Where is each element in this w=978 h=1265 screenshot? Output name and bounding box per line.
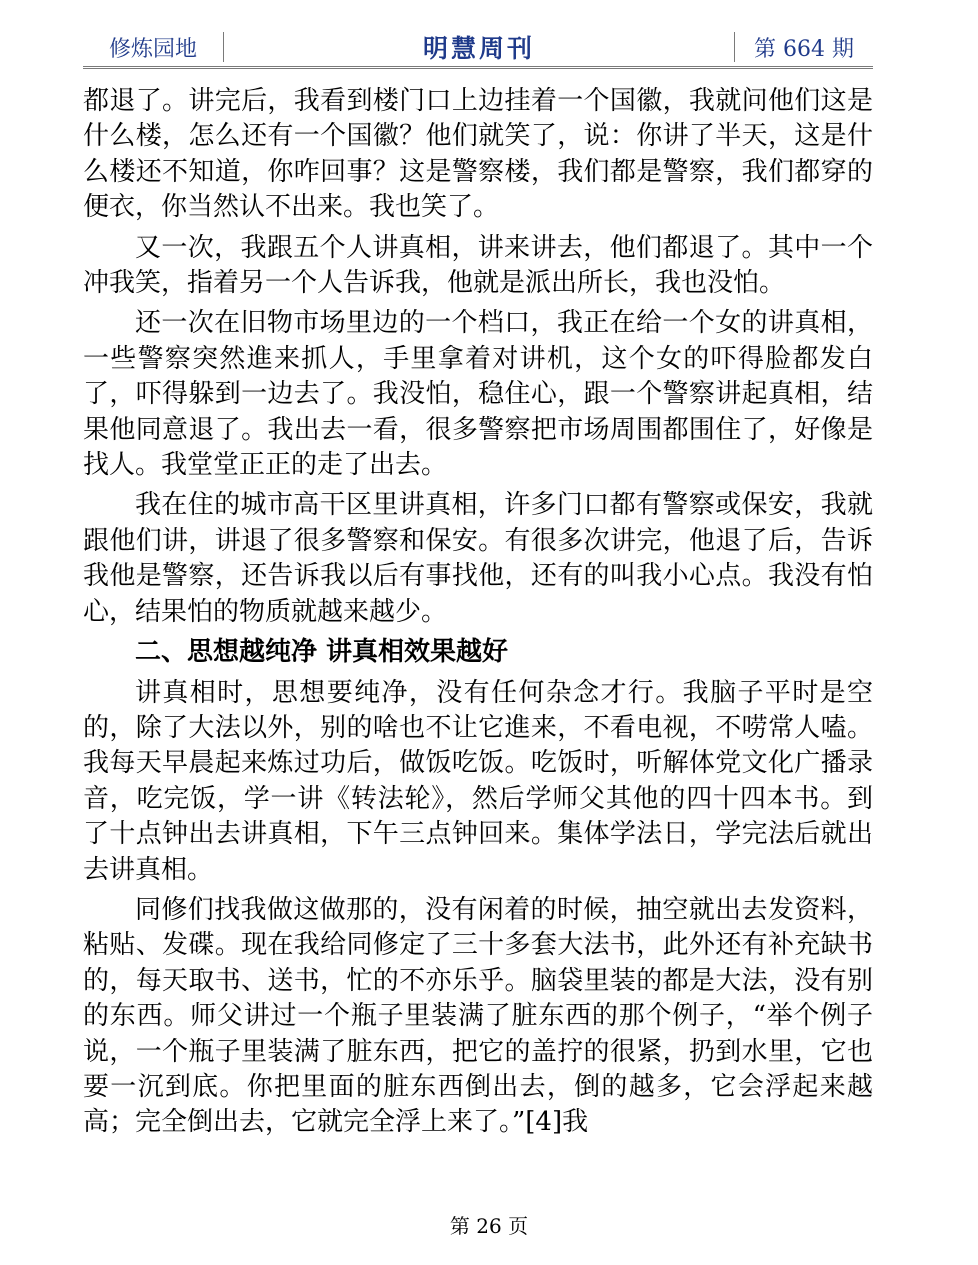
paragraph-2: 又一次，我跟五个人讲真相，讲来讲去，他们都退了。其中一个冲我笑，指着另一个人告诉我，他就是派出所长，我也没怕。 xyxy=(83,232,873,299)
paragraph-1: 都退了。讲完后，我看到楼门口上边挂着一个国徽，我就问他们这是什么楼，怎么还有一个国徽？他们就笑了，说：你讲了半天，这是什么楼还不知道，你咋回事？这是警察楼，我们都是警察，我们都穿的便衣，你当然认不出来。我也笑了。 xyxy=(83,86,873,223)
section-title: 修炼园地 xyxy=(83,32,224,62)
issue-number: 第 664 期 xyxy=(734,32,873,62)
article-body xyxy=(83,84,873,1146)
section-heading: 二、思想越纯净 讲真相效果越好 xyxy=(135,637,509,668)
paragraph-5: 讲真相时，思想要纯净，没有任何杂念才行。我脑子平时是空的，除了大法以外，别的啥也不让它進来，不看电视，不唠常人嗑。我每天早晨起来炼过功后，做饭吃饭。吃饭时，听解体党文化广播录音，吃完饭，学一讲《转法轮》，然后学师父其他的四十四本书。到了十点钟出去讲真相，下午三点钟回来。集体学法日，学完法后就出去讲真相。 xyxy=(83,677,873,885)
page-header xyxy=(83,28,873,69)
page-number: 第 26 页 xyxy=(449,1214,529,1238)
paragraph-3: 还一次在旧物市场里边的一个档口，我正在给一个女的讲真相，一些警察突然進来抓人，手里拿着对讲机，这个女的吓得脸都发白了，吓得躲到一边去了。我没怕，稳住心，跟一个警察讲起真相，结果他同意退了。我出去一看，很多警察把市场周围都围住了，好像是找人。我堂堂正正的走了出去。 xyxy=(83,308,873,481)
publication-title: 明慧周刊 xyxy=(422,34,535,63)
paragraph-6: 同修们找我做这做那的，没有闲着的时候，抽空就出去发资料，粘贴、发碟。现在我给同修定了三十多套大法书，此外还有补充缺书的，每天取书、送书，忙的不亦乐乎。脑袋里装的都是大法，没有别的东西。师父讲过一个瓶子里装满了脏东西的那个例子，“举个例子说，一个瓶子里装满了脏东西，把它的盖拧的很紧，扔到水里，它也要一沉到底。你把里面的脏东西倒出去，倒的越多，它会浮起来越高；完全倒出去，它就完全浮上来了。”[4]我 xyxy=(83,894,873,1138)
paragraph-4: 我在住的城市高干区里讲真相，许多门口都有警察或保安，我就跟他们讲，讲退了很多警察和保安。有很多次讲完，他退了后，告诉我他是警察，还告诉我以后有事找他，还有的叫我小心点。我没有怕心，结果怕的物质就越来越少。 xyxy=(83,490,873,627)
